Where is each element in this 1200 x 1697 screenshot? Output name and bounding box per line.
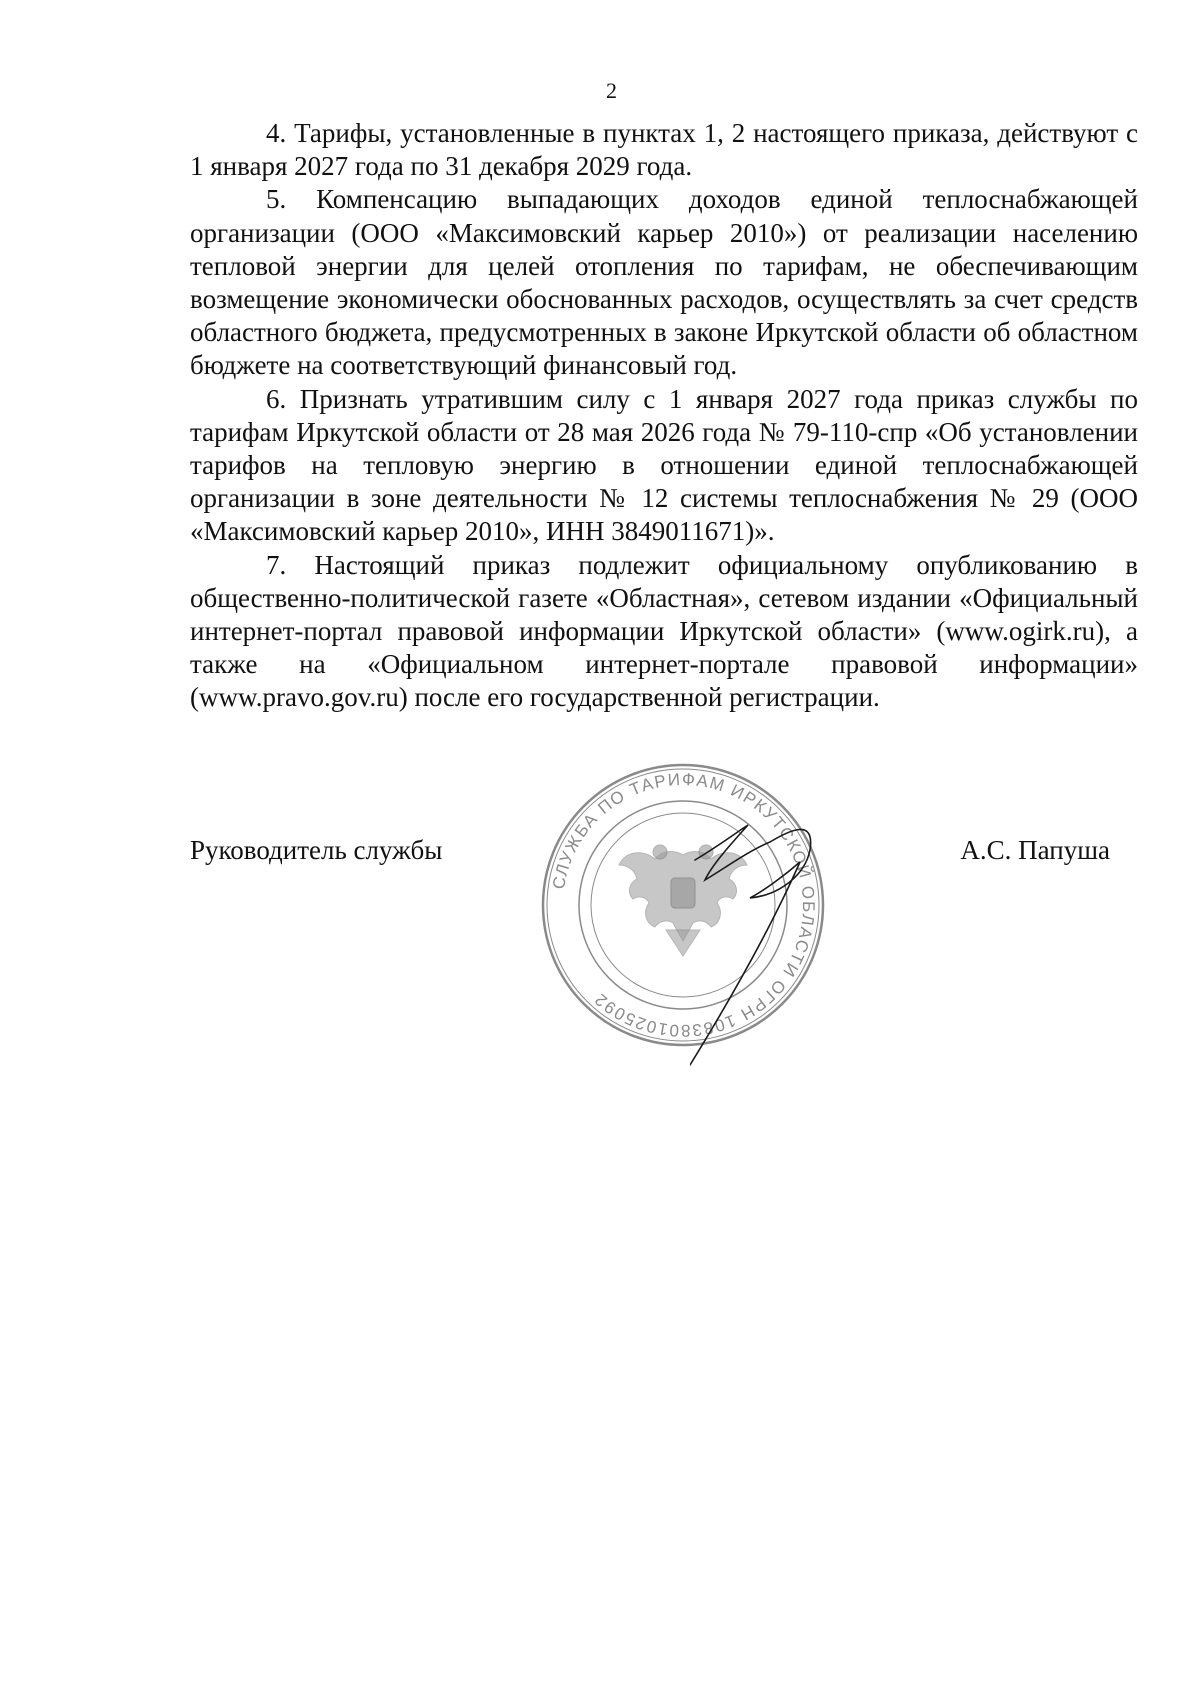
signature-block xyxy=(190,835,1110,875)
paragraph-4: 4. Тарифы, установленные в пунктах 1, 2 настоящего приказа, действуют с 1 января 2027 года по 31 декабря 2029 года. xyxy=(190,118,1138,182)
paragraph-6: 6. Признать утратившим силу с 1 января 2027 года приказ службы по тарифам Иркутской области от 28 мая 2026 года № 79-110-спр «Об установлении тарифов на тепловую энергию в отношении единой теплоснабжающей организации в зоне деятельности № 12 системы теплоснабжения № 29 (ООО «Максимовский карьер 2010», ИНН 3849011671)». xyxy=(190,383,1138,547)
page-number: 2 xyxy=(606,78,617,103)
signatory-position: Руководитель службы xyxy=(190,835,443,865)
paragraph-7: 7. Настоящий приказ подлежит официальному опубликованию в общественно-политической газете «Областная», сетевом издании «Официальный интернет-портал правовой информации Иркутской области» (www.ogirk.ru), а также на «Официальном интернет-портале правовой информации» (www.pravo.gov.ru) после его государственной регистрации. xyxy=(190,549,1138,713)
paragraph-5: 5. Компенсацию выпадающих доходов единой теплоснабжающей организации (ООО «Максимовский карьер 2010») от реализации населению тепловой энергии для целей отопления по тарифам, не обеспечивающим возмещение экономически обоснованных расходов, осуществлять за счет средств областного бюджета, предусмотренных в законе Иркутской области об областном бюджете на соответствующий финансовый год. xyxy=(190,184,1138,381)
seal-text: СЛУЖБА ПО ТАРИФАМ ИРКУТСКОЙ ОБЛАСТИ ОГРН 1083801025092 xyxy=(549,769,819,1041)
order-body xyxy=(190,117,1138,715)
signatory-name: А.С. Папуша xyxy=(960,835,1110,865)
